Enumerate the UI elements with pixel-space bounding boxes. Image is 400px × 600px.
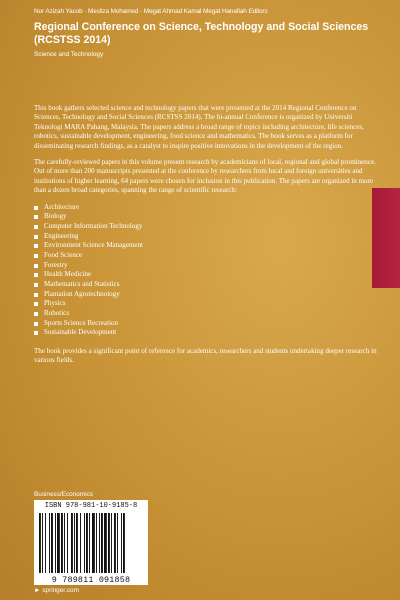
barcode-bar [80, 513, 81, 573]
list-item: Biology [34, 212, 379, 222]
barcode-bar [74, 513, 75, 573]
barcode-bar [42, 513, 43, 573]
blurb-paragraph-3: The book provides a significant point of reference for academics, researchers and students undertaking deeper research in various fields. [34, 346, 377, 365]
barcode-bar [89, 513, 90, 573]
website-link[interactable] [34, 587, 79, 594]
barcode-bar [101, 513, 103, 573]
barcode-bar [61, 513, 63, 573]
bullet-icon [34, 206, 38, 210]
bullet-icon [34, 264, 38, 268]
list-item: Architecture [34, 203, 379, 213]
barcode-bar [111, 513, 112, 573]
barcode-bar [84, 513, 85, 573]
barcode-bar [123, 513, 125, 573]
bullet-icon [34, 235, 38, 239]
barcode-bar [99, 513, 100, 573]
bullet-icon [34, 254, 38, 258]
barcode-bar [67, 513, 68, 573]
editors-names: Nor Azizah Yacob · Mesliza Mohamed · Megat Ahmad Kamal Megat Hanafiah [34, 8, 247, 15]
barcode-number: 9 789811 091858 [51, 575, 131, 585]
barcode-box [34, 500, 148, 585]
barcode-icon [38, 513, 144, 573]
barcode-bar [121, 513, 122, 573]
barcode-bar [71, 513, 73, 573]
list-item: Sustainable Development [34, 328, 379, 338]
barcode-bar [86, 513, 88, 573]
list-item: Health Medicine [34, 270, 379, 280]
barcode-bar [64, 513, 65, 573]
list-item: Engineering [34, 232, 379, 242]
list-item: Physics [34, 299, 379, 309]
book-title: Regional Conference on Science, Technology and Social Sciences (RCSTSS 2014) [34, 21, 369, 46]
barcode-bar [117, 513, 118, 573]
bullet-icon [34, 331, 38, 335]
bullet-icon [34, 215, 38, 219]
topic-list [34, 203, 379, 338]
blurb-paragraph-1: This book gathers selected science and technology papers that were presented at the 2014 Regional Conference on Sciences, Technology and Social Sciences (RCSTSS 2014). The bi-annual Conference is organized by Universiti Teknologi MARA Pahang, Malaysia. The papers address a broad range of topics including architecture, life sciences, robotics, sustainable development, engineering, food science and mathematics. The book serves as a platform for disseminating research findings, as a catalyst to inspire positive innovations in the development of the region. [34, 104, 364, 150]
list-item: Computer Information Technology [34, 222, 379, 232]
list-item: Sports Science Recreation [34, 319, 379, 329]
bullet-icon [34, 244, 38, 248]
barcode-bar [76, 513, 78, 573]
barcode-bar [92, 513, 95, 573]
bullet-icon [34, 322, 38, 326]
bullet-icon [34, 283, 38, 287]
bullet-icon [34, 225, 38, 229]
list-item: Mathematics and Statistics [34, 280, 379, 290]
barcode-bar [49, 513, 50, 573]
barcode-bar [57, 513, 60, 573]
editors-role: Editors [248, 8, 268, 15]
blurb-paragraph-2: The carefully-reviewed papers in this volume present research by academicians of local, regional and global prominence. Out of more than 200 manuscripts presented at the conference by researchers from local and foreign universities and institutions of higher learning, 64 papers were chosen for inclusion in this publication. The papers are organized in more than a dozen broad categories, spanning the range of scientific research: [34, 158, 376, 195]
arrow-right-icon: ► [34, 587, 41, 594]
barcode-bar [55, 513, 56, 573]
isbn-text: ISBN 978-981-10-9185-8 [44, 502, 138, 510]
barcode-bar [45, 513, 46, 573]
editors-line [34, 8, 374, 15]
list-item: Forestry [34, 261, 379, 271]
list-item: Environment Science Management [34, 241, 379, 251]
barcode-bar [114, 513, 116, 573]
bullet-icon [34, 273, 38, 277]
bullet-icon [34, 302, 38, 306]
bullet-icon [34, 293, 38, 297]
category-label: Business/Economics [34, 491, 93, 498]
barcode-bar [104, 513, 107, 573]
bullet-icon [34, 312, 38, 316]
barcode-bar [96, 513, 97, 573]
series-name: Science and Technology [34, 51, 104, 58]
website-text: springer.com [42, 587, 79, 594]
barcode-bar [108, 513, 110, 573]
blurb [34, 104, 379, 373]
barcode-bar [51, 513, 53, 573]
list-item: Robotics [34, 309, 379, 319]
list-item: Food Science [34, 251, 379, 261]
barcode-bar [39, 513, 41, 573]
list-item: Plantation Agrotechnology [34, 290, 379, 300]
